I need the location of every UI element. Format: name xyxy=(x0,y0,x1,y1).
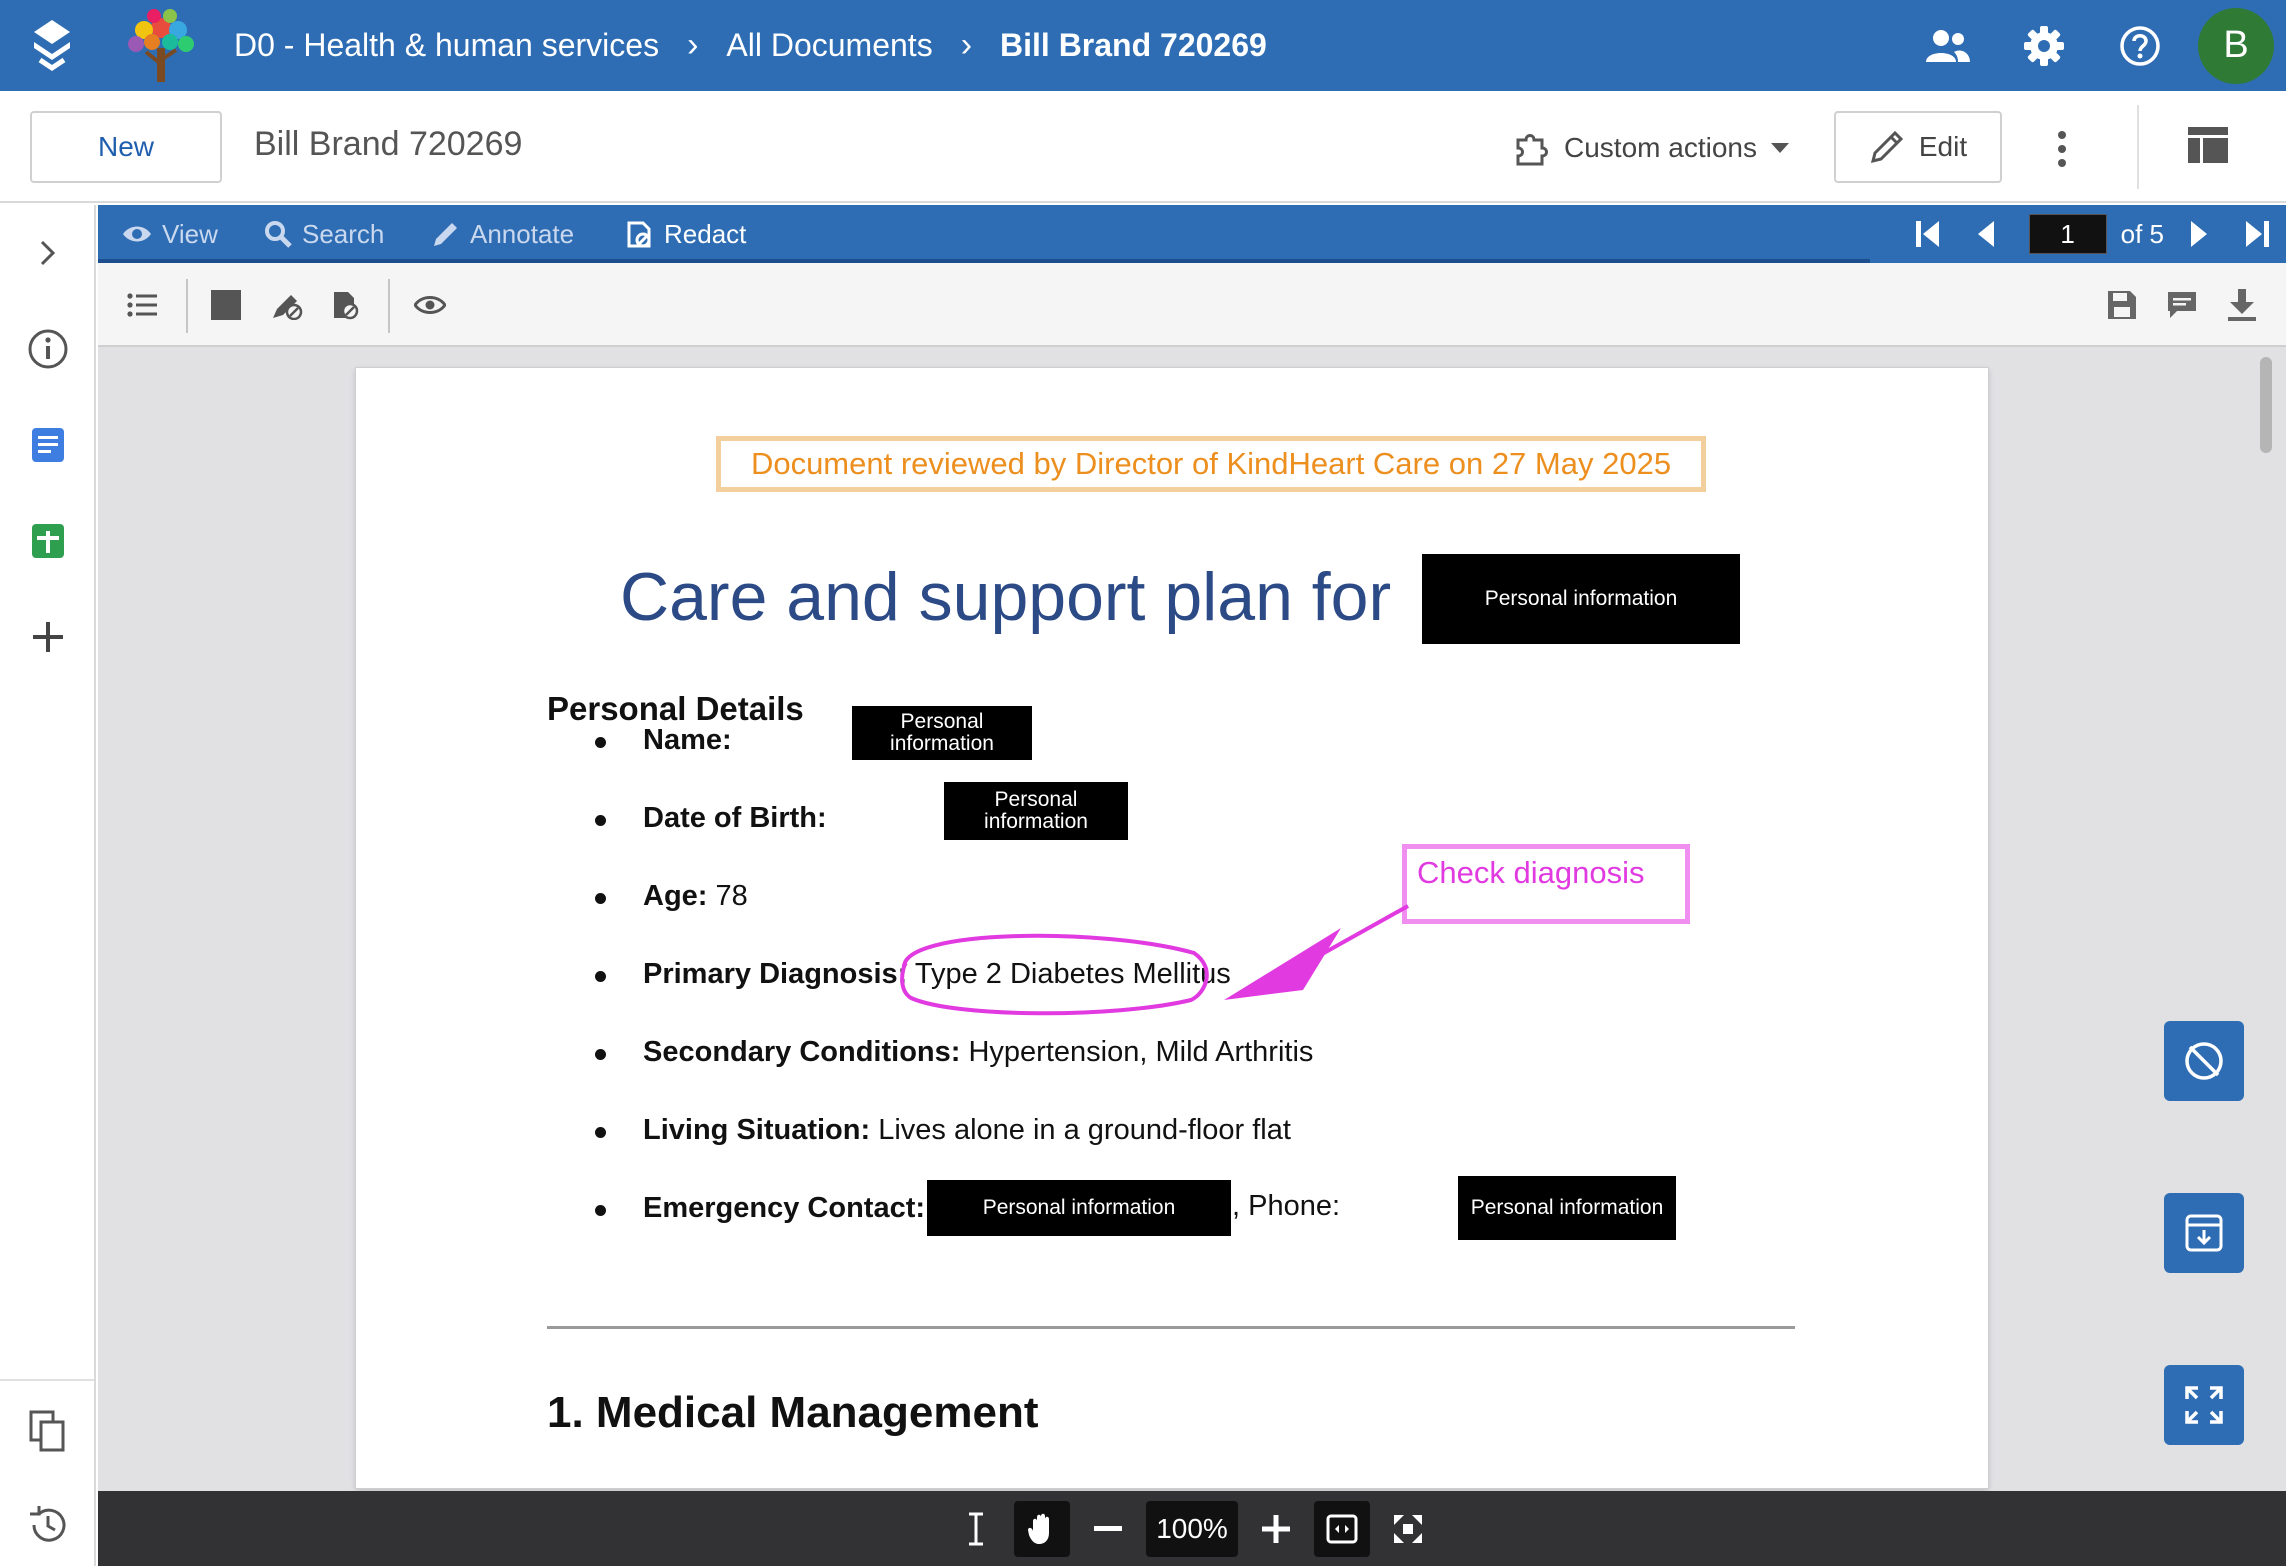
chevron-right-icon[interactable] xyxy=(0,213,96,293)
info-icon[interactable] xyxy=(0,309,96,389)
chevron-right-icon: › xyxy=(960,26,973,64)
left-rail xyxy=(0,205,96,1566)
zoom-level[interactable]: 100% xyxy=(1146,1501,1238,1557)
annotation-note[interactable]: Check diagnosis xyxy=(1402,844,1690,924)
divider xyxy=(2137,105,2139,189)
edit-label: Edit xyxy=(1918,131,1968,162)
users-icon[interactable] xyxy=(1900,0,1996,91)
expand-icon xyxy=(2184,1385,2224,1425)
hand-icon[interactable] xyxy=(1014,1501,1070,1557)
breadcrumb-item-current: Bill Brand 720269 xyxy=(1000,27,1267,63)
viewer-toolbar xyxy=(98,205,2286,263)
redaction-label: information xyxy=(890,732,994,755)
breadcrumb-item-workspace[interactable]: D0 - Health & human services xyxy=(234,27,660,63)
detail-label: Name: xyxy=(643,724,732,756)
comment-icon[interactable] xyxy=(2152,263,2212,347)
page-total: of 5 xyxy=(2120,218,2164,249)
add-icon[interactable] xyxy=(0,597,96,677)
document-viewer xyxy=(98,205,2286,1566)
section-heading: Personal Details xyxy=(547,690,804,727)
help-icon[interactable] xyxy=(2092,0,2188,91)
fullscreen-button[interactable] xyxy=(2164,1365,2244,1445)
tab-redact-label: Redact xyxy=(664,218,747,249)
document-title-text: Care and support plan for xyxy=(620,559,1392,635)
app-logo-icon[interactable] xyxy=(30,18,74,72)
text-cursor-icon[interactable] xyxy=(948,1501,1004,1557)
zoom-toolbar xyxy=(98,1491,2286,1566)
redact-page-icon[interactable] xyxy=(316,263,376,347)
phone-label: , Phone: xyxy=(1232,1190,1341,1222)
download-icon[interactable] xyxy=(2212,263,2272,347)
detail-value: Type 2 Diabetes Mellitus xyxy=(914,958,1231,990)
fit-page-icon[interactable] xyxy=(1380,1501,1436,1557)
preview-eye-icon[interactable] xyxy=(400,263,460,347)
redaction-box[interactable]: Personal information xyxy=(1422,554,1740,644)
spreadsheet-icon[interactable] xyxy=(0,501,96,581)
detail-label: Age: xyxy=(643,880,708,912)
detail-value: Hypertension, Mild Arthritis xyxy=(968,1036,1314,1068)
copy-icon[interactable] xyxy=(0,1391,96,1471)
tab-search-label: Search xyxy=(302,218,385,249)
custom-actions-label: Custom actions xyxy=(1564,132,1757,163)
redact-icon xyxy=(626,219,654,249)
breadcrumb-item-all-documents[interactable]: All Documents xyxy=(726,27,933,63)
top-bar xyxy=(0,0,2286,91)
page-number-input[interactable]: 1 xyxy=(2029,214,2107,254)
divider xyxy=(186,279,188,333)
history-icon[interactable] xyxy=(0,1485,96,1565)
detail-value: Lives alone in a ground-floor flat xyxy=(878,1114,1291,1146)
more-vertical-icon[interactable] xyxy=(2040,119,2084,179)
review-stamp[interactable]: Document reviewed by Director of KindHeart Care on 27 May 2025 xyxy=(716,436,1706,492)
last-page-icon[interactable] xyxy=(2228,205,2286,263)
new-button[interactable]: New xyxy=(30,111,222,183)
chevron-right-icon: › xyxy=(687,26,699,64)
annotation-circle xyxy=(902,936,1207,1013)
scrollbar-thumb[interactable] xyxy=(2260,357,2272,453)
section-heading: 1. Medical Management xyxy=(547,1388,1039,1437)
visibility-off-icon xyxy=(2182,1039,2226,1083)
layout-icon[interactable] xyxy=(2188,127,2228,163)
divider xyxy=(388,279,390,333)
gear-icon[interactable] xyxy=(1996,0,2092,91)
detail-label: Living Situation: xyxy=(643,1114,871,1146)
redaction-label: Personal xyxy=(994,787,1078,811)
redact-area-icon[interactable] xyxy=(196,263,256,347)
first-page-icon[interactable] xyxy=(1899,205,1957,263)
search-icon xyxy=(264,220,292,248)
breadcrumb xyxy=(234,0,1267,91)
detail-label: Date of Birth: xyxy=(643,802,827,834)
redact-text-icon[interactable] xyxy=(256,263,316,347)
avatar[interactable]: B xyxy=(2198,8,2274,84)
archive-icon xyxy=(2184,1213,2224,1253)
detail-label: Emergency Contact: xyxy=(643,1192,926,1224)
page-navigator xyxy=(1899,205,2286,263)
redact-toolbar xyxy=(98,263,2286,347)
zoom-in-icon[interactable] xyxy=(1248,1501,1304,1557)
tab-view[interactable] xyxy=(122,205,218,263)
redaction-box[interactable]: Personal information xyxy=(927,1180,1231,1236)
annotation-arrowhead xyxy=(1224,928,1341,1000)
zoom-out-icon[interactable] xyxy=(1080,1501,1136,1557)
pencil-icon xyxy=(432,220,460,248)
divider xyxy=(0,1379,94,1381)
tab-search[interactable] xyxy=(264,205,384,263)
tab-annotate-label: Annotate xyxy=(470,218,575,249)
tab-view-label: View xyxy=(162,218,218,249)
next-page-icon[interactable] xyxy=(2170,205,2228,263)
caret-down-icon xyxy=(1771,143,1789,153)
detail-label: Primary Diagnosis: xyxy=(643,958,908,990)
tab-redact[interactable] xyxy=(626,205,746,263)
detail-label: Secondary Conditions: xyxy=(643,1036,961,1068)
redaction-box[interactable]: Personal information xyxy=(1458,1176,1676,1240)
document-action-bar xyxy=(0,91,2286,203)
save-icon[interactable] xyxy=(2092,263,2152,347)
redaction-label: information xyxy=(984,810,1088,833)
fit-width-icon[interactable] xyxy=(1314,1501,1370,1557)
eye-icon xyxy=(122,224,152,244)
annotation-drawing[interactable] xyxy=(356,368,1988,1488)
org-logo-icon xyxy=(118,8,204,84)
archive-button[interactable] xyxy=(2164,1193,2244,1273)
document-page xyxy=(356,368,1988,1488)
document-icon[interactable] xyxy=(0,405,96,485)
list-icon[interactable] xyxy=(112,263,172,347)
edit-button[interactable] xyxy=(1834,111,2002,183)
page-title: Bill Brand 720269 xyxy=(254,125,523,163)
redaction-label: Personal xyxy=(900,709,984,733)
pencil-icon xyxy=(1869,129,1905,165)
custom-actions-dropdown[interactable] xyxy=(1512,113,1789,183)
detail-value: 78 xyxy=(715,880,748,912)
previous-page-icon[interactable] xyxy=(1957,205,2015,263)
hide-annotations-button[interactable] xyxy=(2164,1021,2244,1101)
puzzle-icon xyxy=(1512,128,1552,168)
tab-annotate[interactable] xyxy=(432,205,574,263)
